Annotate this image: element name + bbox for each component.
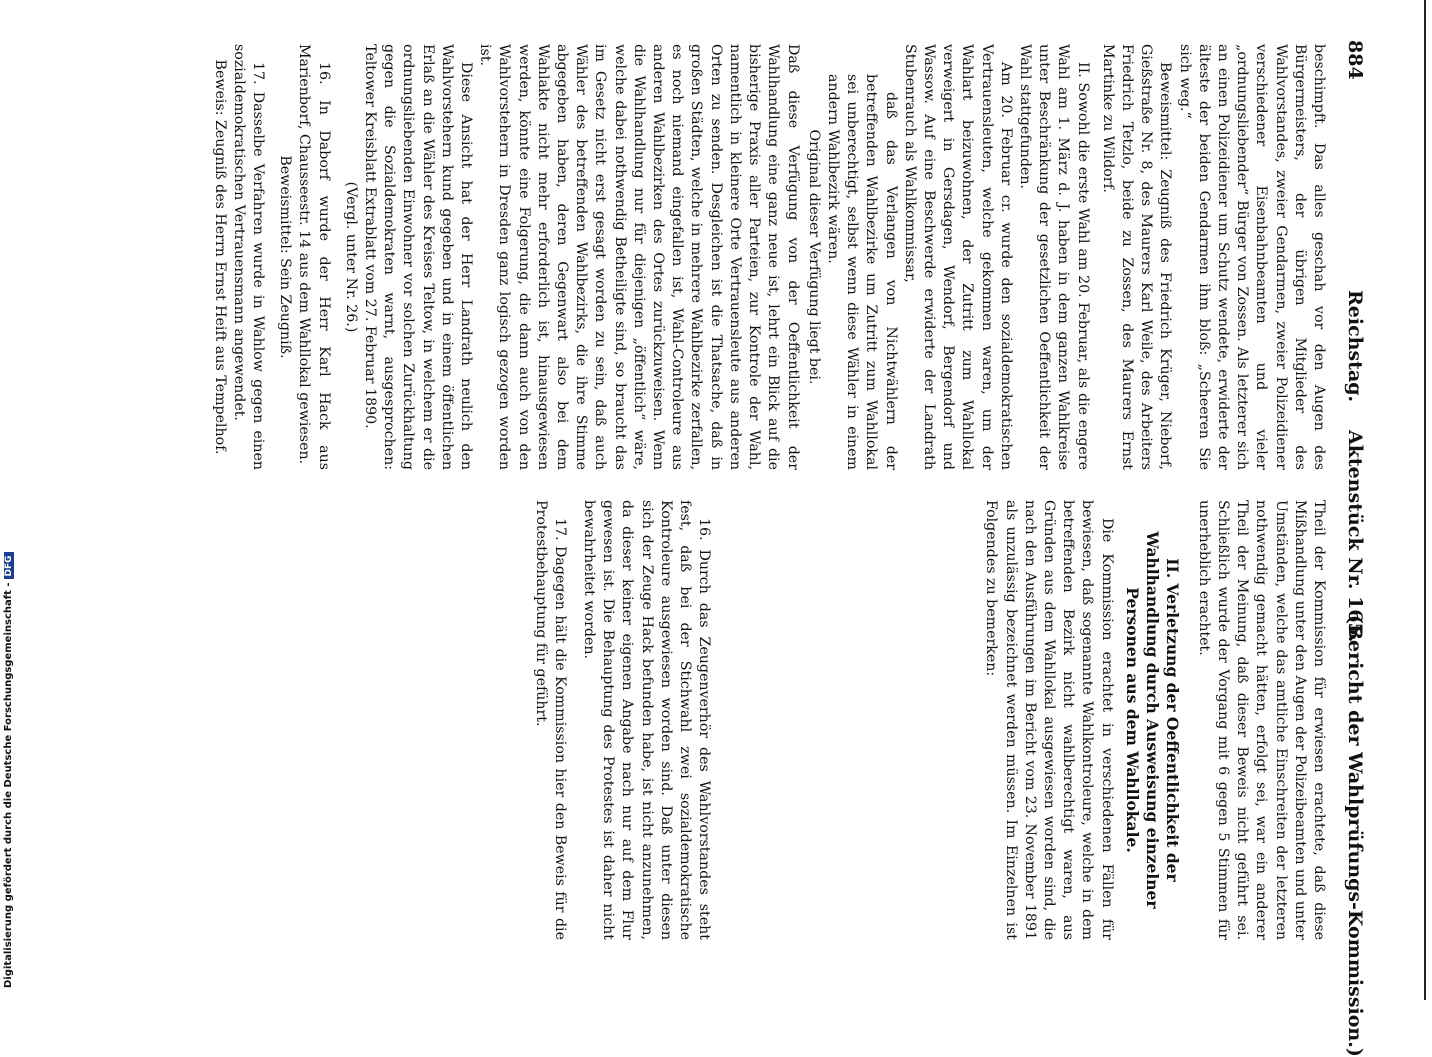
paragraph: Original dieser Verfügung liegt bei. (805, 129, 822, 385)
quoted-paragraph: daß das Verlangen von Nichtwählern der betreffenden Wahlbezirke um Zutritt zum Wahllokal sei unberechtigt, selbst wenn diese Wähler in einem andern Wahlbezirk wären. (824, 74, 899, 470)
dfg-logo: DFG (4, 552, 14, 579)
right-column (530, 500, 1328, 940)
item-16-finding: 16. Durch das Zeugenverhör des Wahlvorstandes steht fest, daß bei der Stichwahl zwei sozialdemokratische Kontroleure ausgewiesen worden sind. Daß unter diesen sich der Zeuge Hack befunden habe, ist nicht anzunehmen, da dieser keiner eigenen Angabe nach nur auf dem Flur gewesen ist. Die Behauptung des Protestes ist daher nicht bewahrheitet worden. (580, 500, 713, 940)
paragraph: Theil der Kommission für erwiesen erachtete, daß diese Mißhandlung unter den Augen der Polizeibeamten und unter Umständen, welche das amtliche Einschreiten der letzteren nothwendig gemacht hätten, erfolgt sei, war ein anderer Theil der Meinung, daß dieser Beweis nicht geführt sei. Schließlich wurde der Vorgang mit 6 gegen 5 Stimmen für unerheblich erachtet. (1195, 500, 1327, 940)
paragraph: Diese Ansicht hat der Herr Landrath neulich den Wahlvorstehern kund gegeben und in einem öffentlichen Erlaß an die Wähler des Kreises Teltow, in welchem er die ordnungsliebenden Einwohner vor solchen Zurückhaltung gegen die Sozialdemokraten warnt, ausgesprochen: Teltower Kreisblatt Extrablatt vom 27. Februar 1890. (362, 44, 475, 470)
digitization-strip (0, 0, 24, 1000)
evidence-paragraph: Beweis: Zeugniß des Herrn Ernst Heift aus Tempelhof. (211, 59, 228, 455)
left-column (209, 44, 1328, 470)
page-edge-rule (1424, 0, 1426, 1000)
evidence-paragraph: Beweismittel: Sein Zeugniß. (277, 155, 294, 359)
paragraph: Am 20. Februar cr. wurde den sozialdemokratischen Vertrauensleuten, welche gekommen waren, um der Wahlart beizuwohnen, der Zutritt zum Wahllokal verweigert in Gersdagen, Wendorf, Bergendorf und Wassow. Auf eine Beschwerde erwiderte der Landrath Stubenrauch als Wahlkommissar, (901, 44, 1014, 470)
paragraph: Die Kommission erachtet in verschiedenen Fällen für bewiesen, daß sogenannte Wahlkontroleure, welche in dem betreffenden Bezirk nicht wahlberechtigt waren, aus Gründen aus dem Wahllokal ausgewiesen worden sind, die nach den Ausführungen im Bericht vom 23. November 1891 als unzulässig bezeichnet werden müssen. Im Einzelnen ist Folgendes zu bemerken: (983, 500, 1115, 940)
evidence-paragraph: Beweismittel: Zeugniß des Friedrich Krüger, Nieborf, Gießstraße Nr. 8, des Maurers Karl Weile, des Arbeiters Friedrich Tetzlo, beide zu Zossen, des Maurers Ernst Martinke zu Wildorf. (1099, 44, 1174, 470)
header-title: Reichstag. (1344, 290, 1366, 403)
digitization-note (3, 552, 14, 988)
section-heading: II. Verletzung der Oeffentlichkeit der Wahlhandlung durch Ausweisung einzelner Personen aus dem Wahllokale. (1122, 531, 1182, 909)
digitization-text: Digitalisierung gefördert durch die Deutsche Forschungsgemeinschaft - (3, 582, 14, 988)
item-16-paragraph: 16. In Daborf wurde der Herr Karl Hack aus Marienborf, Chausseestr. 14 aus dem Wahllokal gewiesen. (296, 44, 332, 470)
reference-note: (Vergl. unter Nr. 26.) (342, 181, 359, 333)
paragraph: II. Sowohl die erste Wahl am 20. Februar, als die engere Wahl am 1. März d. J. haben in dem ganzen Wahlkreise unter Beschränkung der gesetzlichen Oeffentlichkeit der Wahl stattgefunden. (1016, 44, 1091, 470)
header-subtitle: (Bericht der Wahlprüfungs-Kommission.) (1344, 615, 1366, 1057)
paragraph: Daß diese Verfügung von der Oeffentlichkeit der Wahlhandlung eine ganz neue ist, lehrt ein Blick auf die bisherige Praxis aller Parteien, zur Kontrole der Wahl, namentlich in kleinere Orte Vertrauensleute aus anderen Orten zu senden. Desgleichen ist die Thatsache, daß in großen Städten, welche in mehrere Wahlbezirke zerfallen, es noch niemand eingefallen ist, Wahl-Controleure aus anderen Wahlbezirken des Ortes zurückzuweisen. Wenn die Wahlhandlung nur für diejenigen „öffentlich“ wäre, welche dabei nothwendig Betheiligte sind, so braucht das im Gesetz nicht erst gesagt worden zu sein, daß auch Wähler des betreffenden Wahlbezirks, die ihre Stimme abgegeben haben, deren Gegenwart also bei dem Wahlakte nicht mehr erforderlich ist, hinausgewiesen werden, könnte eine Folgerung, die dann auch von den Wahlvorstehern in Dresden ganz logisch gezogen worden ist. (477, 44, 801, 470)
paragraph: beschimpft. Das alles geschah vor den Augen des Bürgermeisters, der übrigen Mitglieder des Wahlvorstandes, zweier Gendarmen, zweier Polizeidiener verschiedener Eisenbahnbeamten und vieler „ordnungsliebender“ Bürger von Zossen. Als letzterer sich an einen Polizeidiener um Schutz wendete, erwiderte der älteste der beiden Gendarmen ihm bloß: „Scheeren Sie sich weg.“ (1176, 44, 1327, 470)
page-header (1332, 40, 1366, 1057)
document-label: Aktenstück Nr. 165. (1344, 430, 1366, 643)
item-17-paragraph: 17. Dasselbe Verfahren wurde in Wahlow gegen einen sozialdemokratischen Vertrauensmann angewendet. (230, 44, 267, 470)
page-number: 884 (1344, 40, 1366, 80)
item-17-finding: 17. Dagegen hält die Kommission hier den Beweis für die Protestbehauptung für geführt. (532, 500, 568, 940)
